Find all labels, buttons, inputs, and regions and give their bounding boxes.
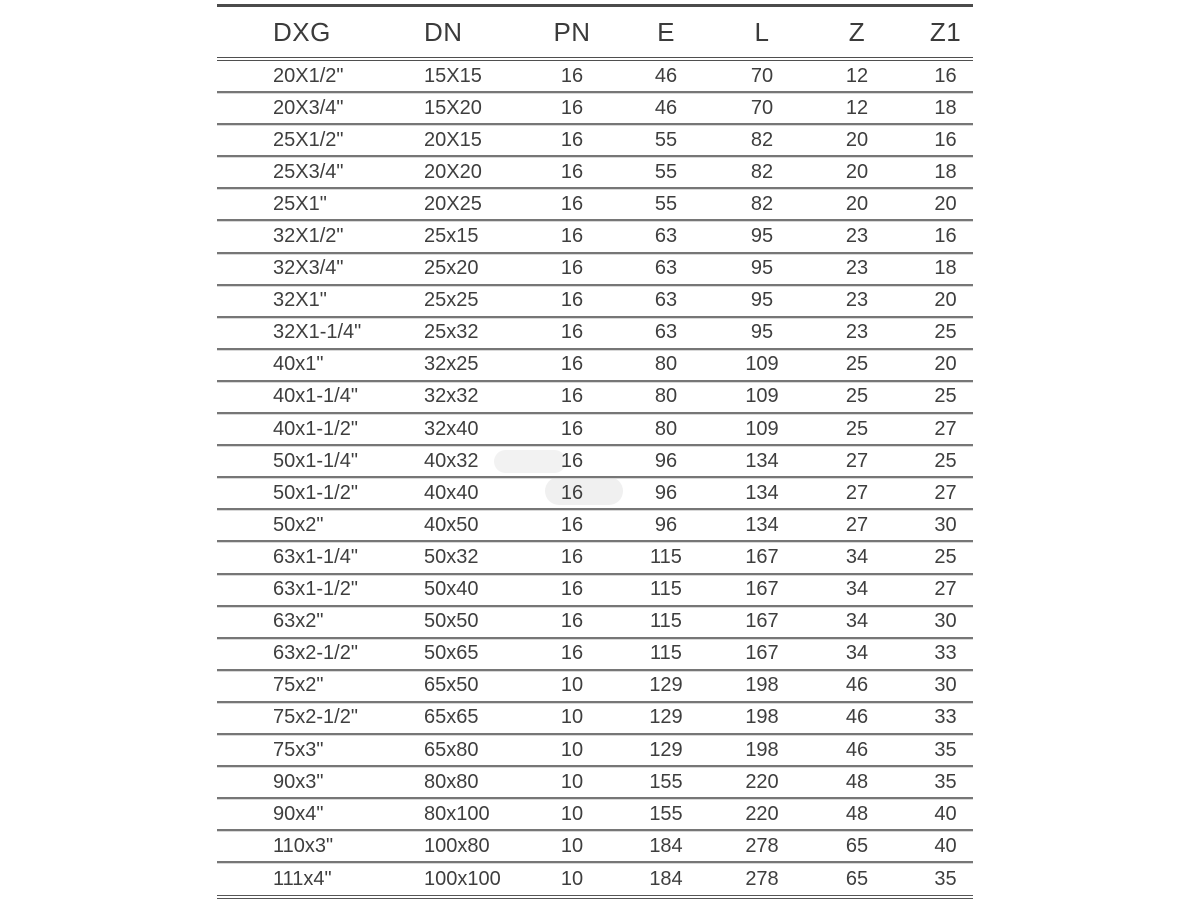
cell-pn: 16 (560, 128, 584, 151)
cell-dn: 32x32 (424, 385, 479, 408)
cell-l: 167 (745, 610, 779, 633)
table-row (217, 254, 973, 286)
cell-e: 115 (650, 610, 682, 633)
cell-dn: 50x50 (424, 610, 479, 633)
cell-z1: 16 (934, 225, 957, 248)
cell-dn: 50x32 (424, 545, 479, 568)
cell-pn: 10 (560, 738, 584, 761)
cell-dn: 15X15 (424, 64, 482, 87)
cell-l: 82 (750, 160, 774, 183)
cell-dxg: 40x1-1/4" (273, 385, 358, 408)
cell-e: 63 (654, 225, 678, 248)
cell-l: 82 (750, 192, 774, 215)
cell-l: 167 (745, 642, 779, 665)
cell-z: 46 (845, 738, 869, 761)
cell-l: 220 (745, 802, 779, 825)
cell-dn: 40x50 (424, 513, 479, 536)
cell-l: 95 (750, 225, 774, 248)
cell-z: 34 (845, 578, 869, 601)
cell-l: 109 (745, 353, 779, 376)
cell-dxg: 32X1-1/4" (273, 321, 362, 344)
cell-z1: 35 (934, 738, 957, 761)
cell-dn: 32x25 (424, 353, 479, 376)
table-row (217, 93, 973, 125)
table-row (217, 286, 973, 318)
cell-dn: 100x80 (424, 834, 490, 857)
cell-pn: 16 (560, 160, 584, 183)
cell-dxg: 32X1" (273, 289, 327, 312)
cell-z1: 30 (934, 674, 957, 697)
cell-dxg: 75x2-1/2" (273, 706, 358, 729)
cell-l: 167 (745, 545, 779, 568)
cell-dn: 65x50 (424, 674, 479, 697)
table-row (217, 382, 973, 414)
table-row (217, 863, 973, 895)
cell-e: 55 (654, 160, 678, 183)
column-header-z: Z (848, 16, 866, 47)
cell-dxg: 32X1/2" (273, 225, 344, 248)
cell-dn: 25x32 (424, 321, 479, 344)
cell-z: 23 (845, 321, 869, 344)
cell-pn: 16 (560, 225, 584, 248)
cell-z1: 40 (934, 834, 957, 857)
column-header-l: L (754, 16, 770, 47)
cell-z1: 30 (934, 610, 957, 633)
cell-z: 34 (845, 545, 869, 568)
cell-z: 65 (845, 867, 869, 890)
cell-l: 95 (750, 289, 774, 312)
cell-pn: 16 (560, 610, 584, 633)
cell-l: 95 (750, 257, 774, 280)
cell-dxg: 63x1-1/2" (273, 578, 358, 601)
cell-z1: 30 (934, 513, 957, 536)
column-header-z1: Z1 (929, 16, 962, 47)
cell-l: 198 (745, 706, 779, 729)
cell-dn: 40x32 (424, 449, 479, 472)
cell-pn: 16 (560, 353, 584, 376)
cell-z: 34 (845, 610, 869, 633)
cell-pn: 16 (560, 449, 584, 472)
column-header-pn: PN (553, 16, 591, 47)
cell-l: 134 (745, 481, 779, 504)
cell-dxg: 75x2" (273, 674, 324, 697)
cell-l: 278 (745, 834, 779, 857)
cell-l: 82 (750, 128, 774, 151)
cell-z: 12 (845, 64, 869, 87)
cell-z: 48 (845, 770, 869, 793)
table-row (217, 350, 973, 382)
cell-l: 134 (745, 513, 779, 536)
cell-z: 20 (845, 192, 869, 215)
cell-dxg: 63x1-1/4" (273, 545, 358, 568)
cell-pn: 10 (560, 674, 584, 697)
table-row (217, 703, 973, 735)
cell-pn: 16 (560, 257, 584, 280)
cell-dxg: 20X3/4" (273, 96, 344, 119)
table-row (217, 318, 973, 350)
cell-e: 80 (654, 417, 678, 440)
cell-dn: 20X15 (424, 128, 482, 151)
cell-dxg: 40x1" (273, 353, 324, 376)
table-row (217, 221, 973, 253)
cell-z: 25 (845, 385, 869, 408)
cell-e: 184 (649, 867, 683, 890)
cell-dxg: 25X3/4" (273, 160, 344, 183)
cell-e: 129 (649, 738, 683, 761)
cell-z: 27 (845, 449, 869, 472)
cell-dn: 40x40 (424, 481, 479, 504)
cell-z1: 18 (934, 160, 957, 183)
cell-z: 12 (845, 96, 869, 119)
cell-dxg: 110x3" (273, 834, 334, 857)
cell-z1: 25 (934, 321, 957, 344)
cell-z: 23 (845, 289, 869, 312)
cell-dn: 32x40 (424, 417, 479, 440)
cell-e: 155 (649, 802, 683, 825)
cell-l: 70 (750, 96, 774, 119)
cell-e: 96 (654, 449, 678, 472)
table-row (217, 125, 973, 157)
cell-dn: 25x25 (424, 289, 479, 312)
cell-z1: 20 (934, 289, 957, 312)
cell-dn: 50x40 (424, 578, 479, 601)
cell-z1: 20 (934, 192, 957, 215)
table-row (217, 157, 973, 189)
cell-dxg: 90x4" (273, 802, 324, 825)
table-row (217, 639, 973, 671)
cell-z1: 27 (934, 578, 957, 601)
cell-dxg: 75x3" (273, 738, 324, 761)
cell-e: 55 (654, 128, 678, 151)
cell-e: 115 (650, 578, 682, 601)
cell-z1: 18 (934, 96, 957, 119)
cell-pn: 10 (560, 802, 584, 825)
cell-dxg: 25X1/2" (273, 128, 344, 151)
cell-e: 63 (654, 257, 678, 280)
table-row (217, 799, 973, 831)
cell-z: 20 (845, 128, 869, 151)
cell-dxg: 111x4" (273, 867, 332, 890)
cell-z1: 33 (934, 706, 957, 729)
cell-pn: 16 (560, 192, 584, 215)
cell-e: 184 (649, 834, 683, 857)
table-header-row (217, 7, 973, 61)
cell-l: 278 (745, 867, 779, 890)
cell-pn: 16 (560, 481, 584, 504)
column-header-dn: DN (424, 16, 463, 47)
table-row (217, 575, 973, 607)
table-row (217, 446, 973, 478)
cell-z: 46 (845, 706, 869, 729)
table-row (217, 767, 973, 799)
cell-dxg: 63x2" (273, 610, 324, 633)
cell-e: 63 (654, 321, 678, 344)
table-body (217, 61, 973, 895)
cell-z: 48 (845, 802, 869, 825)
cell-pn: 16 (560, 321, 584, 344)
cell-dxg: 50x2" (273, 513, 324, 536)
cell-z1: 40 (934, 802, 957, 825)
cell-z: 25 (845, 353, 869, 376)
dimension-spec-table (217, 4, 973, 899)
cell-z: 27 (845, 481, 869, 504)
cell-pn: 10 (560, 867, 584, 890)
cell-e: 115 (650, 545, 682, 568)
table-row (217, 189, 973, 221)
cell-z1: 16 (934, 128, 957, 151)
cell-pn: 16 (560, 417, 584, 440)
cell-dn: 15X20 (424, 96, 482, 119)
cell-z: 46 (845, 674, 869, 697)
cell-dn: 20X20 (424, 160, 482, 183)
cell-l: 220 (745, 770, 779, 793)
cell-l: 198 (745, 738, 779, 761)
cell-e: 115 (650, 642, 682, 665)
cell-dxg: 50x1-1/2" (273, 481, 358, 504)
cell-dn: 25x20 (424, 257, 479, 280)
cell-pn: 16 (560, 96, 584, 119)
table-row (217, 414, 973, 446)
cell-e: 96 (654, 513, 678, 536)
cell-dn: 20X25 (424, 192, 482, 215)
cell-pn: 16 (560, 513, 584, 536)
cell-l: 109 (745, 417, 779, 440)
cell-l: 109 (745, 385, 779, 408)
cell-l: 134 (745, 449, 779, 472)
cell-dxg: 32X3/4" (273, 257, 344, 280)
cell-z1: 25 (934, 545, 957, 568)
cell-z1: 35 (934, 770, 957, 793)
cell-e: 129 (649, 706, 683, 729)
cell-z1: 25 (934, 449, 957, 472)
cell-e: 46 (654, 96, 678, 119)
cell-dxg: 50x1-1/4" (273, 449, 358, 472)
cell-z1: 27 (934, 481, 957, 504)
column-header-dxg: DXG (273, 16, 331, 47)
cell-z: 25 (845, 417, 869, 440)
cell-pn: 10 (560, 770, 584, 793)
table-row (217, 735, 973, 767)
cell-z1: 20 (934, 353, 957, 376)
cell-pn: 16 (560, 64, 584, 87)
column-header-e: E (657, 16, 675, 47)
cell-pn: 16 (560, 385, 584, 408)
table-row (217, 831, 973, 863)
cell-l: 70 (750, 64, 774, 87)
cell-z: 34 (845, 642, 869, 665)
table-row (217, 478, 973, 510)
cell-dxg: 40x1-1/2" (273, 417, 358, 440)
cell-z: 65 (845, 834, 869, 857)
cell-e: 129 (649, 674, 683, 697)
cell-dn: 25x15 (424, 225, 479, 248)
cell-dn: 65x65 (424, 706, 479, 729)
cell-z1: 18 (934, 257, 957, 280)
cell-dn: 100x100 (424, 867, 501, 890)
cell-pn: 10 (560, 706, 584, 729)
cell-z: 23 (845, 257, 869, 280)
cell-dxg: 25X1" (273, 192, 327, 215)
table-row (217, 510, 973, 542)
cell-z: 20 (845, 160, 869, 183)
cell-z1: 35 (934, 867, 957, 890)
cell-z: 27 (845, 513, 869, 536)
table-row (217, 542, 973, 574)
cell-l: 95 (750, 321, 774, 344)
cell-e: 55 (654, 192, 678, 215)
cell-l: 167 (745, 578, 779, 601)
cell-e: 80 (654, 353, 678, 376)
cell-dn: 50x65 (424, 642, 479, 665)
cell-dxg: 90x3" (273, 770, 324, 793)
cell-z1: 25 (934, 385, 957, 408)
cell-e: 155 (649, 770, 683, 793)
cell-dn: 80x80 (424, 770, 479, 793)
cell-dn: 65x80 (424, 738, 479, 761)
cell-dxg: 63x2-1/2" (273, 642, 358, 665)
table-row (217, 61, 973, 93)
cell-e: 80 (654, 385, 678, 408)
cell-e: 96 (654, 481, 678, 504)
cell-pn: 16 (560, 578, 584, 601)
cell-dn: 80x100 (424, 802, 490, 825)
cell-z1: 16 (934, 64, 957, 87)
cell-z1: 33 (934, 642, 957, 665)
cell-z: 23 (845, 225, 869, 248)
cell-pn: 16 (560, 642, 584, 665)
cell-e: 46 (654, 64, 678, 87)
cell-l: 198 (745, 674, 779, 697)
table-row (217, 607, 973, 639)
cell-pn: 10 (560, 834, 584, 857)
table-row (217, 671, 973, 703)
cell-dxg: 20X1/2" (273, 64, 344, 87)
cell-pn: 16 (560, 289, 584, 312)
cell-z1: 27 (934, 417, 957, 440)
cell-pn: 16 (560, 545, 584, 568)
cell-e: 63 (654, 289, 678, 312)
